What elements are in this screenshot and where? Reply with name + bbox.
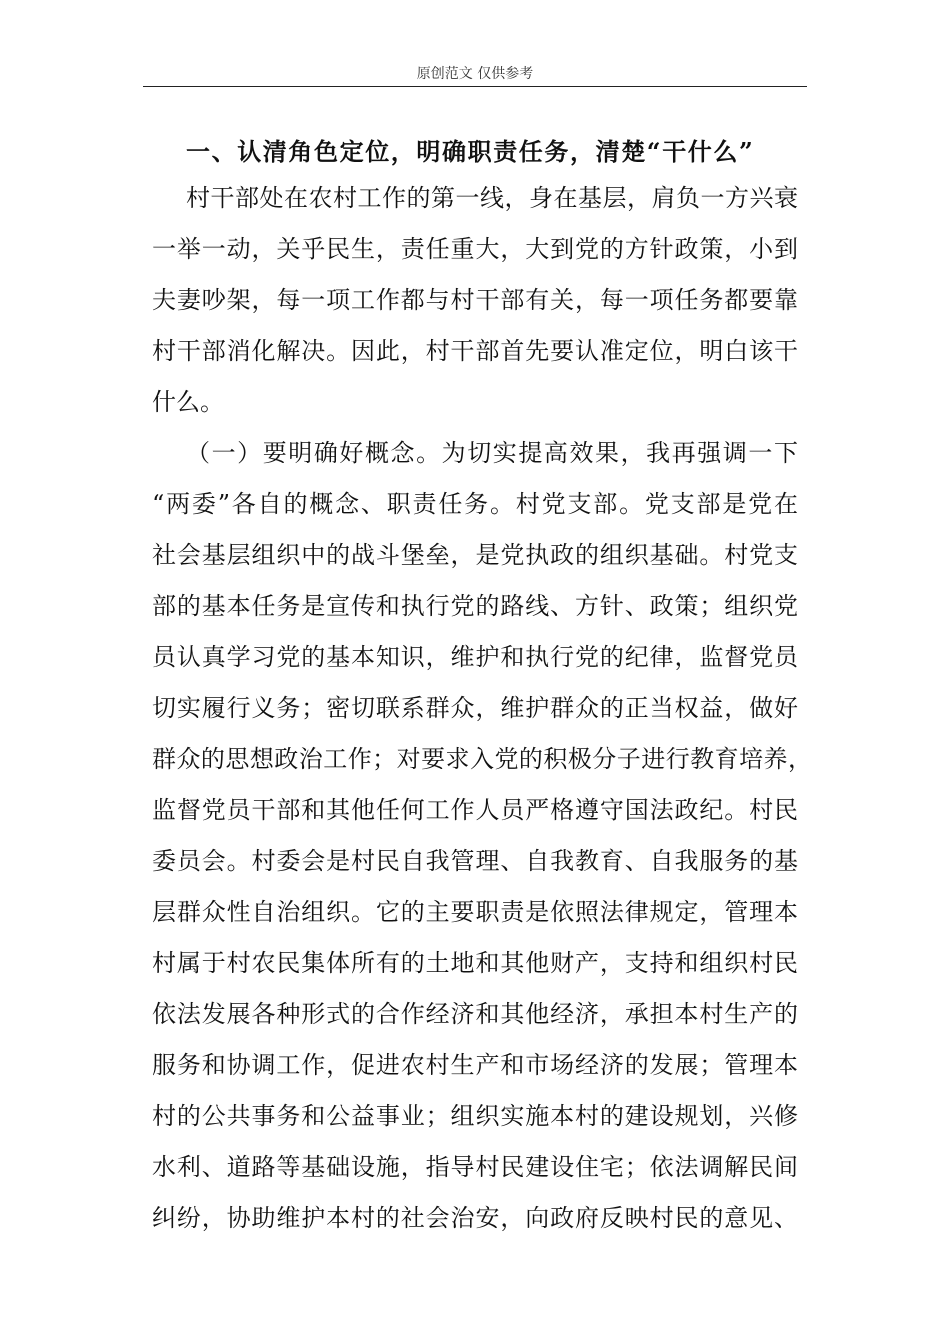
text-line: 纠纷，协助维护本村的社会治安，向政府反映村民的意见、 — [152, 1204, 798, 1232]
text-line: 夫妻吵架，每一项工作都与村干部有关，每一项任务都要靠 — [152, 286, 798, 314]
text-line: 村的公共事务和公益事业；组织实施本村的建设规划，兴修 — [152, 1102, 798, 1130]
text-line: 村属于村农民集体所有的土地和其他财产，支持和组织村民 — [152, 949, 798, 977]
section-heading: 一、认清角色定位，明确职责任务，清楚“干什么” — [186, 137, 755, 166]
text-line: 一举一动，关乎民生，责任重大，大到党的方针政策，小到 — [152, 235, 798, 263]
text-line: 委员会。村委会是村民自我管理、自我教育、自我服务的基 — [152, 847, 798, 875]
text-line: 部的基本任务是宣传和执行党的路线、方针、政策；组织党 — [152, 592, 798, 620]
text-line: 切实履行义务；密切联系群众，维护群众的正当权益，做好 — [152, 694, 798, 722]
text-line: 服务和协调工作，促进农村生产和市场经济的发展；管理本 — [152, 1051, 798, 1079]
page-header: 原创范文 仅供参考 — [416, 66, 534, 82]
text-line: 社会基层组织中的战斗堡垒，是党执政的组织基础。村党支 — [152, 541, 798, 569]
text-line: 层群众性自治组织。它的主要职责是依照法律规定，管理本 — [152, 898, 798, 926]
text-line: 群众的思想政治工作；对要求入党的积极分子进行教育培养， — [152, 745, 812, 773]
text-line: 水利、道路等基础设施，指导村民建设住宅；依法调解民间 — [152, 1153, 798, 1181]
text-line: 村干部消化解决。因此，村干部首先要认准定位，明白该干 — [152, 337, 798, 365]
text-line: 村干部处在农村工作的第一线，身在基层，肩负一方兴衰 — [186, 184, 798, 212]
text-line: （一）要明确好概念。为切实提高效果，我再强调一下 — [186, 439, 798, 467]
text-line: 监督党员干部和其他任何工作人员严格遵守国法政纪。村民 — [152, 796, 798, 824]
text-line: 员认真学习党的基本知识，维护和执行党的纪律，监督党员 — [152, 643, 798, 671]
text-line: “两委”各自的概念、职责任务。村党支部。党支部是党在 — [152, 490, 798, 518]
text-line: 依法发展各种形式的合作经济和其他经济，承担本村生产的 — [152, 1000, 798, 1028]
header-rule — [143, 86, 807, 87]
text-line: 什么。 — [152, 388, 224, 416]
